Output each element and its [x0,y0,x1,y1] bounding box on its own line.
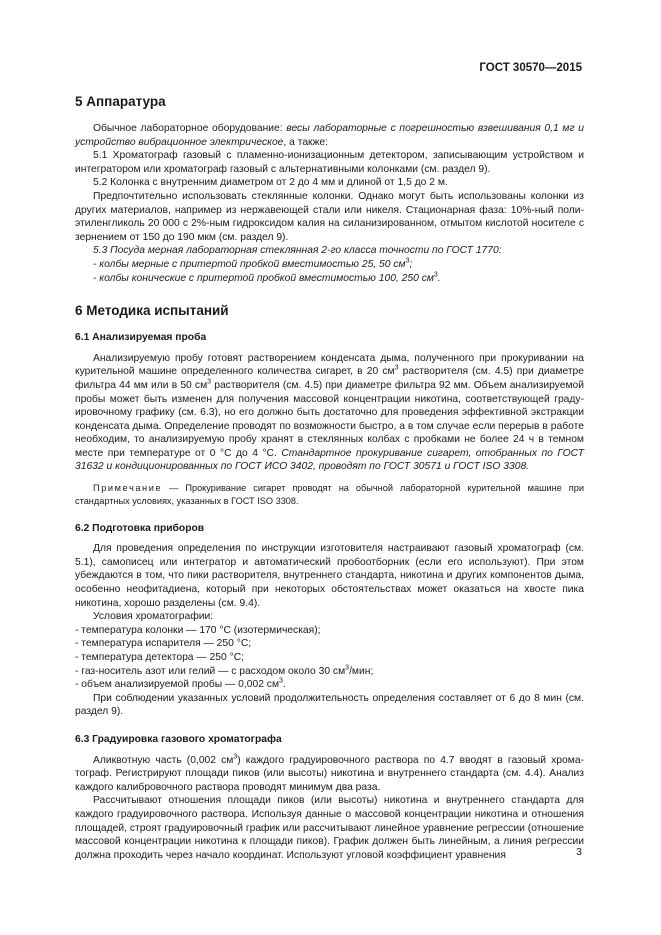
clause-5-3: 5.3 Посуда мерная лабораторная стеклянная 2-го класса точности по ГОСТ 1770: [93,245,502,257]
subsection-6-3-title: 6.3 Градуировка газового хроматографа [75,733,282,745]
section-6-title: 6 Методика испытаний [75,303,229,319]
clause-6-3-text-1: Аликвотную часть (0,002 $см^3$) каждого градуировочного раствора по 4.7 вводят в газовый хроматограф. Регистрируют площади пиков (или высоты) никотина и внутреннего стандарта (см. 4.4). Анализ каждого калибровочного раствора проводят минимум два раза. [75,753,584,793]
page-number: 3 [576,846,582,858]
condition-sample-volume: - объем анализируемой пробы — 0,002 $см^3$. [75,677,286,691]
note-6-1: Примечание — Прокуривание сигарет проводят на обычной лабораторной курительной машине при стандартных условиях, указанных в ГОСТ ISO 3308. [75,483,584,506]
clause-5-2-details: Предпочтительно использовать стеклянные колонки. Однако могут быть использованы колонки из других материалов, например из нержавеющей стали или никеля. Стационарная фаза: 10%-ный полиэтиленгликоль 20 000 с 2%-ным гидроксидом калия на силанизированном, отмытом кислотой носителе с зернением от 150 до 190 мкм (см. раздел 9). [75,190,584,243]
clause-6-3-text-2: Рассчитывают отношения площади пиков (или высоты) никотина и внутреннего стандарта для каждого градуировочного раствора. Используя данные о массовой концентрации никотина и отношения площадей, строят градуировочный график или рассчитывают линейное уравнение регрессии (отношение массовой концентрации никотина к площади пиков). График должен быть линейным, а линия регрессии должна проходить через начало координат. Используют угловой коэффициент уравнения [75,795,584,861]
chromatography-conditions-label: Условия хроматографии: [93,611,214,623]
clause-5-3-item-1: - колбы мерные с притертой пробкой вместимостью 25, 50 $см^3$; [93,257,413,270]
clause-5-1: 5.1 Хроматограф газовый с пламенно-ионизационным детектором, записывающим устройством и интегратором или хроматограф газовый с альтернативными колонками (см. раздел 9). [75,150,584,175]
subsection-6-2-title: 6.2 Подготовка приборов [75,522,205,534]
subsection-6-1-title: 6.1 Анализируемая проба [75,332,207,344]
standard-header: ГОСТ 30570—2015 [479,62,582,74]
page-content [75,94,584,862]
condition-column-temp: - температура колонки — 170 °C (изотермическая); [75,624,321,636]
condition-carrier-gas: - газ-носитель азот или гелий — с расходом около 30 $см^3$/мин; [75,664,374,677]
clause-6-2-text: Для проведения определения по инструкции изготовителя настраивают газовый хроматограф (см. 5.1), самописец или интегратор и автоматический пробоотборник (если его используют). При этом убеждаются в том, что пики растворителя, внутреннего стандарта, никотина и других компонентов дыма, особенно неофитадиена, который при некоторых обстоятельствах может оказаться на хвосте пика никотина, хорошо разделены (см. 9.4). [75,543,584,609]
condition-evaporator-temp: - температура испарителя — 250 °C; [75,638,252,650]
clause-6-1-text: Анализируемую пробу готовят растворением конденсата дыма, полученного при прокуривании на курительной машине определенного количества сигарет, в 20 $см^3$ растворителя (см. 4.5) при диаметре фильтра 44 мм или в 50 $см^3$ растворителя (см. 4.5) при диаметре фильтра 92 мм. Объем анализируемой пробы может быть изменен для получения массовой концентрации никотина, соответствующей градуировочному графику (см. 6.3), но его должно быть достаточно для проведения эффективной экстракции конденсата дыма. Определение проводят по возможности быстро, а в том случае если перерыв в работе необходим, то анализируемую пробу хранят в стеклянных колбах с пробками не более 24 ч в темном месте при температуре от 0 °C до 4 °C. Стандартное прокуривание сигарет, отобранных по ГОСТ 31632 и кондиционированных по ГОСТ ИСО 3402, проводят по ГОСТ 30571 и ГОСТ ISO 3308. [75,352,585,473]
condition-detector-temp: - температура детектора — 250 °C; [75,652,244,663]
clause-5-2: 5.2 Колонка с внутренним диаметром от 2 до 4 мм и длиной от 1,5 до 2 м. [93,177,448,189]
clause-5-3-item-2: - колбы конические с притертой пробкой вместимостью 100, 250 $см^3$. [93,271,441,284]
section-5-intro: Обычное лабораторное оборудование: весы лабораторные с погрешностью взвешивания 0,1 мг и устройство вибрационное электрическое, а также: [75,123,584,148]
section-5-title: 5 Аппаратура [75,94,166,109]
clause-6-2-duration: При соблюдении указанных условий продолжительность определения составляет от 6 до 8 мин (см. раздел 9). [75,692,584,718]
